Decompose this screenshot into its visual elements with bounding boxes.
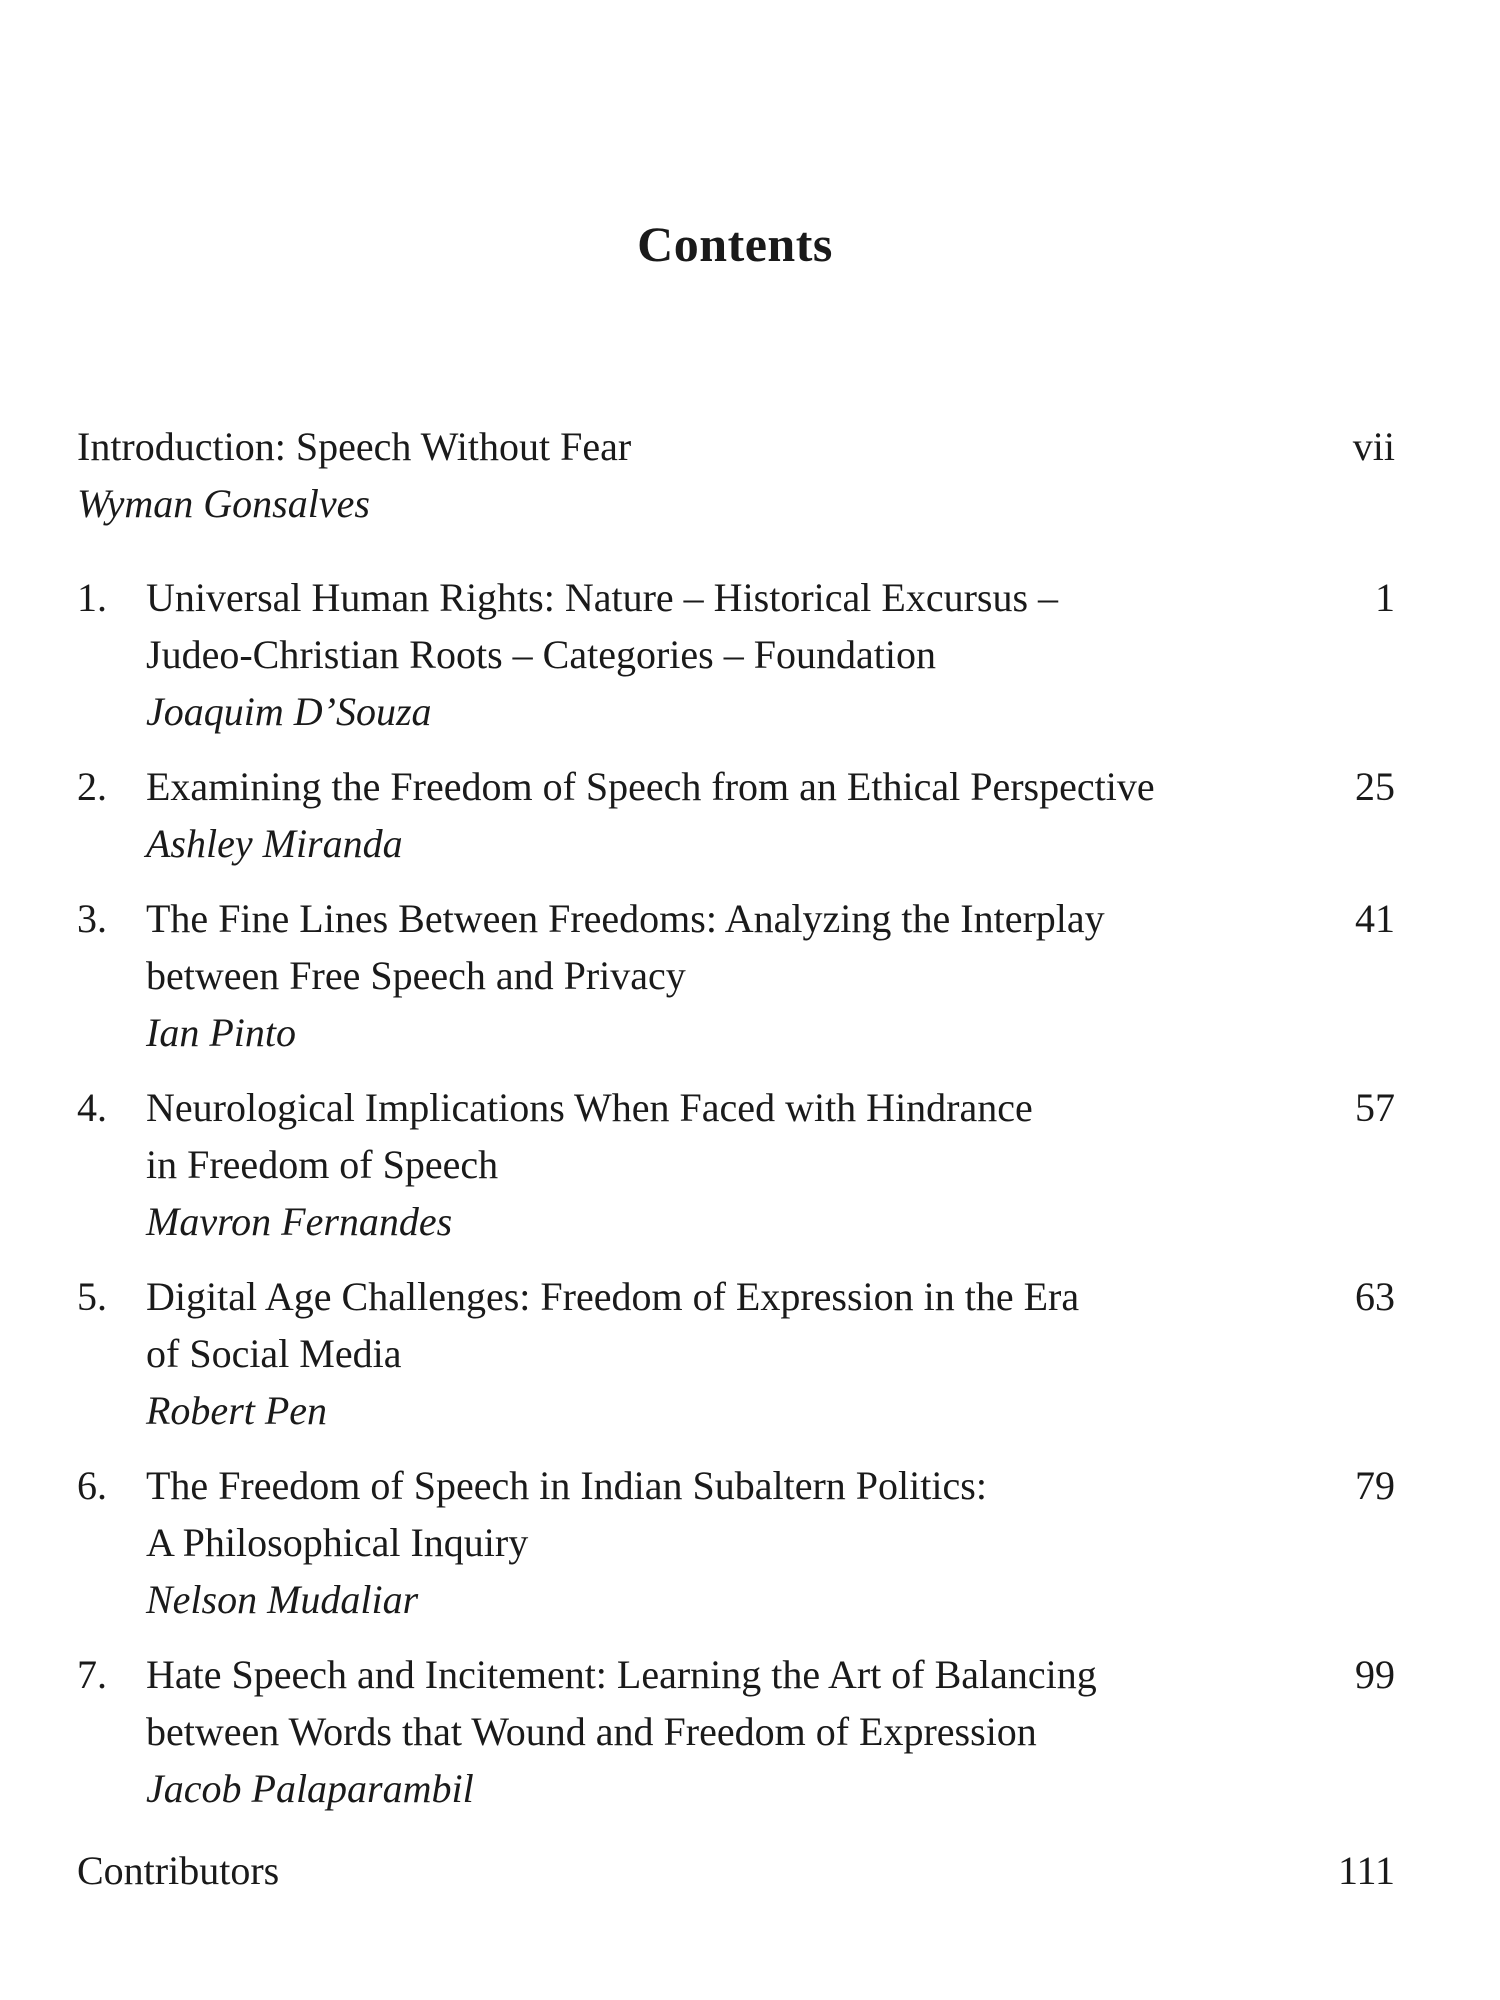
entry-author: Wyman Gonsalves [77, 481, 370, 526]
entry-page-number: 41 [1355, 896, 1395, 941]
entry-title-line: The Freedom of Speech in Indian Subaltern Politics: [146, 1463, 987, 1508]
toc-entry-chapter-4 [77, 1079, 1395, 1250]
entry-author: Ian Pinto [146, 1010, 296, 1055]
chapter-number: 3. [77, 896, 107, 941]
page-title: Contents [637, 216, 833, 272]
entry-author: Ashley Miranda [146, 821, 403, 866]
toc-entry-introduction [77, 418, 1395, 532]
entry-title-line: in Freedom of Speech [146, 1142, 499, 1187]
chapter-number: 4. [77, 1085, 107, 1130]
chapter-number: 5. [77, 1274, 107, 1319]
entry-title-line: Universal Human Rights: Nature – Historical Excursus – [146, 575, 1059, 620]
entry-page-number: 79 [1355, 1463, 1395, 1508]
entry-title-line: of Social Media [146, 1331, 402, 1376]
entry-author: Jacob Palaparambil [146, 1766, 474, 1811]
entry-title-line: A Philosophical Inquiry [146, 1520, 529, 1565]
entry-page-number: vii [1352, 424, 1395, 469]
chapter-number: 1. [77, 575, 107, 620]
toc-entry-contributors [77, 1842, 1395, 1899]
entry-page-number: 63 [1355, 1274, 1395, 1319]
entry-title-line: Digital Age Challenges: Freedom of Expression in the Era [146, 1274, 1080, 1319]
toc-entry-chapter-5 [77, 1268, 1395, 1439]
toc-entry-chapter-3 [77, 890, 1395, 1061]
table-of-contents [77, 418, 1395, 1899]
toc-entry-chapter-6 [77, 1457, 1395, 1628]
entry-page-number: 111 [1337, 1848, 1395, 1893]
entry-title-line: The Fine Lines Between Freedoms: Analyzing the Interplay [146, 896, 1105, 941]
entry-title-line: Judeo-Christian Roots – Categories – Foundation [146, 632, 936, 677]
entry-page-number: 1 [1375, 575, 1395, 620]
entry-title-line: Neurological Implications When Faced with Hindrance [146, 1085, 1033, 1130]
entry-title-line: Examining the Freedom of Speech from an Ethical Perspective [146, 764, 1155, 809]
entry-author: Nelson Mudaliar [146, 1577, 419, 1622]
entry-page-number: 25 [1355, 764, 1395, 809]
entry-title: Contributors [77, 1848, 280, 1893]
toc-entry-chapter-2 [77, 758, 1395, 872]
toc-entry-chapter-7 [77, 1646, 1395, 1817]
chapter-number: 6. [77, 1463, 107, 1508]
entry-title-line: between Words that Wound and Freedom of Expression [146, 1709, 1037, 1754]
chapter-number: 7. [77, 1652, 107, 1697]
entry-page-number: 99 [1355, 1652, 1395, 1697]
entry-page-number: 57 [1355, 1085, 1395, 1130]
entry-title-line: between Free Speech and Privacy [146, 953, 686, 998]
entry-author: Mavron Fernandes [146, 1199, 453, 1244]
entry-title-line: Hate Speech and Incitement: Learning the Art of Balancing [146, 1652, 1097, 1697]
chapter-number: 2. [77, 764, 107, 809]
entry-title: Introduction: Speech Without Fear [77, 424, 632, 469]
entry-author: Robert Pen [146, 1388, 328, 1433]
entry-author: Joaquim D’Souza [146, 689, 432, 734]
toc-entry-chapter-1 [77, 569, 1395, 740]
